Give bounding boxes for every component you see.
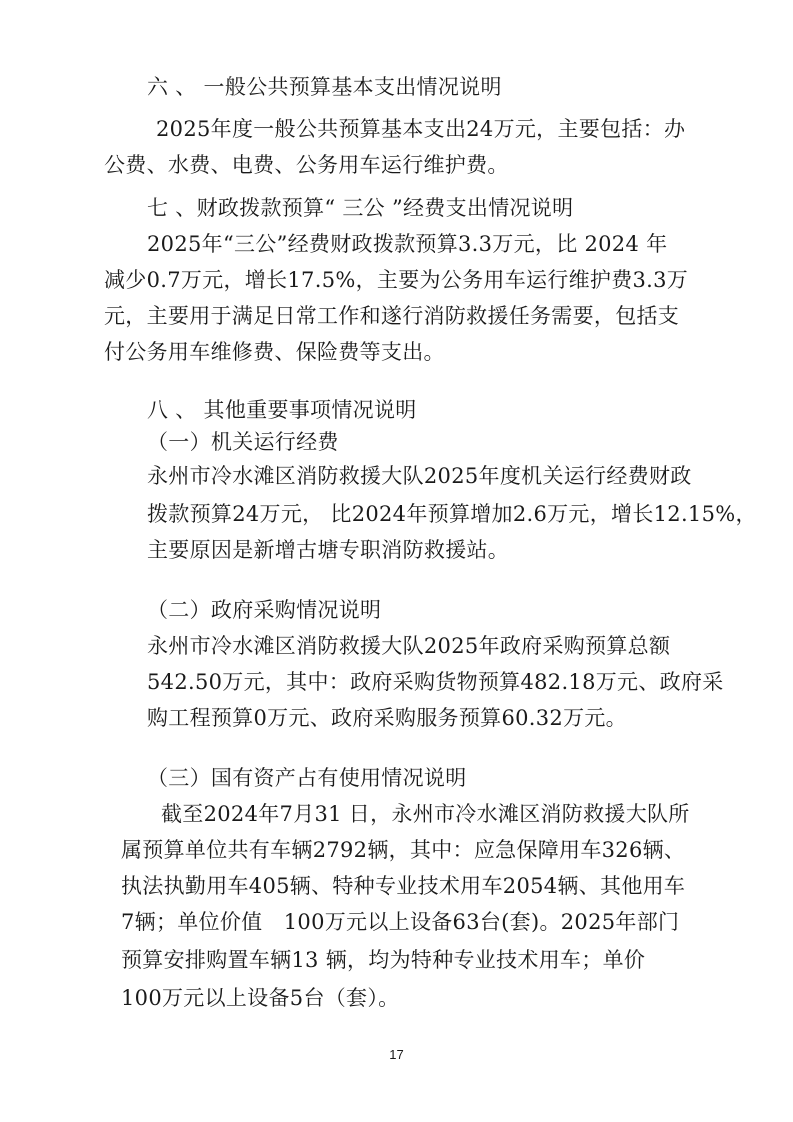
paragraph-line: 100万元以上设备5台（套）。 (121, 986, 400, 1010)
paragraph-line: 元，主要用于满足日常工作和遂行消防救援任务需要，包括支 (104, 304, 680, 328)
subsection-heading: （三）国有资产占有使用情况说明 (147, 766, 467, 790)
paragraph-line: 拨款预算24万元， 比2024年预算增加2.6万元，增长12.15%， (147, 502, 757, 526)
paragraph-line: 7辆；单位价值 100万元以上设备63台(套)。2025年部门 (121, 910, 680, 934)
subsection-heading: （一）机关运行经费 (147, 430, 339, 454)
section-heading: 六 、 一般公共预算基本支出情况说明 (147, 75, 502, 99)
paragraph-line: 2025年“三公”经费财政拨款预算3.3万元，比 2024 年 (147, 232, 668, 256)
paragraph-line: 减少0.7万元，增长17.5%，主要为公务用车运行维护费3.3万 (104, 268, 689, 292)
paragraph-line: 付公务用车维修费、保险费等支出。 (104, 340, 445, 364)
page-number: 17 (389, 1047, 404, 1062)
paragraph-line: 永州市冷水滩区消防救援大队2025年度机关运行经费财政 (147, 464, 692, 488)
section-heading: 七 、财政拨款预算“ 三公 ”经费支出情况说明 (147, 196, 574, 220)
paragraph-line: 执法执勤用车405辆、特种专业技术用车2054辆、其他用车 (121, 874, 686, 898)
paragraph-line: 预算安排购置车辆13 辆，均为特种专业技术用车；单价 (121, 948, 646, 972)
paragraph-line: 购工程预算0万元、政府采购服务预算60.32万元。 (147, 706, 627, 730)
paragraph-line: 542.50万元，其中：政府采购货物预算482.18万元、政府采 (147, 670, 724, 694)
section-heading: 八 、 其他重要事项情况说明 (147, 398, 417, 422)
subsection-heading: （二）政府采购情况说明 (147, 598, 382, 622)
paragraph-line: 2025年度一般公共预算基本支出24万元，主要包括：办 (156, 117, 686, 141)
paragraph-line: 截至2024年7月31 日，永州市冷水滩区消防救援大队所 (161, 802, 690, 826)
paragraph-line: 永州市冷水滩区消防救援大队2025年政府采购预算总额 (147, 634, 671, 658)
paragraph-line: 公费、水费、电费、公务用车运行维护费。 (104, 153, 509, 177)
paragraph-line: 属预算单位共有车辆2792辆，其中：应急保障用车326辆、 (121, 838, 686, 862)
paragraph-line: 主要原因是新增古塘专职消防救援站。 (147, 538, 510, 562)
